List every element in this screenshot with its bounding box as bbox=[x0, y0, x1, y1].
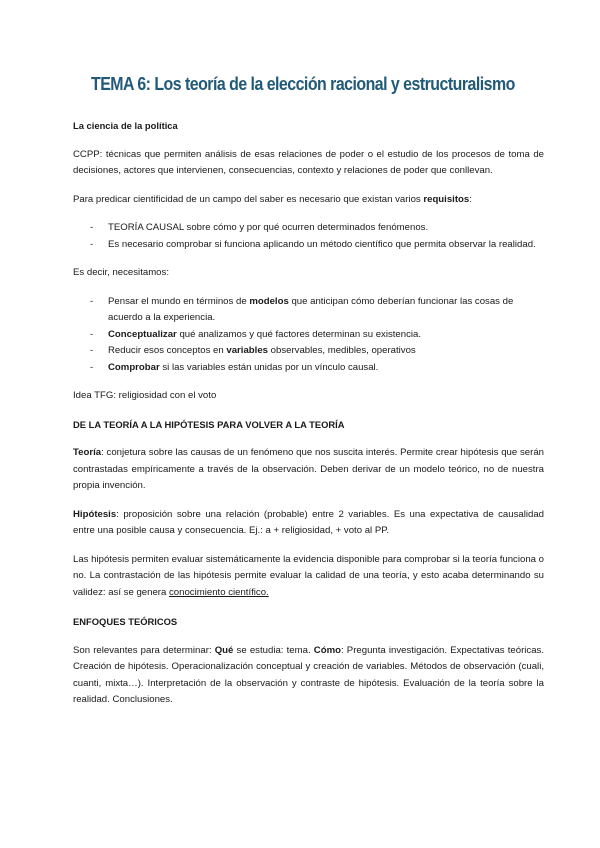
section-heading-ciencia: La ciencia de la política bbox=[73, 120, 178, 131]
paragraph-es-decir: Es decir, necesitamos: bbox=[73, 267, 169, 278]
list-item: - Pensar el mundo en términos de modelos que anticipan cómo deberían funcionar las cosas de acuerdo a la experiencia. bbox=[90, 295, 514, 323]
list-item: - TEORÍA CAUSAL sobre cómo y por qué ocurren determinados fenómenos. bbox=[90, 222, 429, 233]
list-item: - Conceptualizar qué analizamos y qué factores determinan su existencia. bbox=[90, 328, 422, 340]
document-title: TEMA 6: Los teoría de la elección racional y estructuralismo bbox=[91, 73, 515, 94]
list-item: - Es necesario comprobar si funciona aplicando un método científico que permita observar la realidad. bbox=[90, 238, 536, 250]
requisitos-list bbox=[73, 220, 544, 253]
paragraph-ccpp: CCPP: técnicas que permiten análisis de esas relaciones de poder o el estudio de los procesos de toma de decisiones, actores que intervienen, consecuencias, contexto y relaciones de poder que conllevan. bbox=[73, 148, 544, 176]
section-heading-teoria-hipotesis: DE LA TEORÍA A LA HIPÓTESIS PARA VOLVER A LA TEORÍA bbox=[73, 418, 345, 430]
list-item: - Reducir esos conceptos en variables observables, medibles, operativos bbox=[90, 345, 416, 356]
paragraph-teoria: Teoría: conjetura sobre las causas de un fenómeno que nos suscita interés. Permite crear hipótesis que serán contrastadas empíricamente a través de la observación. Deben derivar de un modelo teórico, no de nuestra propia invención. bbox=[73, 447, 544, 491]
list-item: - Comprobar si las variables están unidas por un vínculo causal. bbox=[90, 361, 379, 373]
paragraph-enfoques: Son relevantes para determinar: Qué se estudia: tema. Cómo: Pregunta investigación. Expectativas teóricas. Creación de hipótesis. Operacionalización conceptual y creación de variables. Métodos de observación (cuali, cuanti, mixta…). Interpretación de la observación y contraste de hipótesis. Evaluación de la teoría sobre la realidad. Conclusiones. bbox=[73, 644, 545, 705]
paragraph-requisitos: Para predicar cientificidad de un campo del saber es necesario que existan varios requisitos: bbox=[73, 193, 472, 205]
paragraph-idea-tfg: Idea TFG: religiosidad con el voto bbox=[73, 390, 217, 401]
paragraph-hipotesis: Hipótesis: proposición sobre una relación (probable) entre 2 variables. Es una expectativa de causalidad entre una posible causa y consecuencia. Ej.: a + religiosidad, + voto al PP. bbox=[73, 508, 544, 536]
needs-list bbox=[73, 294, 544, 377]
section-heading-enfoques: ENFOQUES TEÓRICOS bbox=[73, 616, 178, 627]
paragraph-hipotesis-evaluacion: Las hipótesis permiten evaluar sistemáticamente la evidencia disponible para comprobar si la teoría funciona o no. La contrastación de las hipótesis permite evaluar la calidad de una teoría, y esto acaba determinando su validez: así se genera conocimiento científico. bbox=[73, 553, 544, 598]
document-body bbox=[73, 118, 544, 709]
conocimiento-cientifico-underline: conocimiento científico. bbox=[169, 586, 269, 598]
